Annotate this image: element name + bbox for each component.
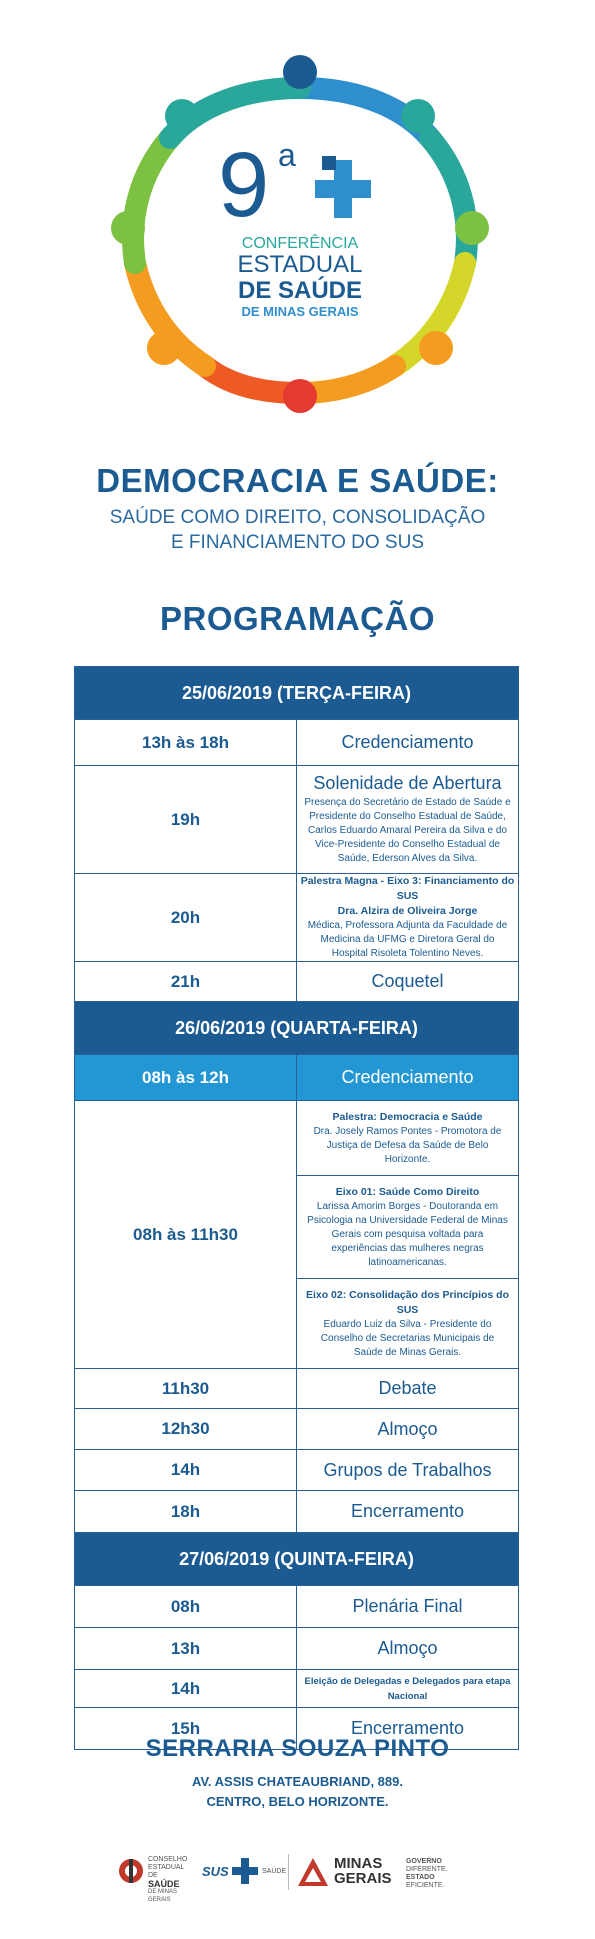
table-row xyxy=(75,1491,519,1533)
logo-line2: ESTADUAL xyxy=(237,251,363,278)
row-activity: Coquetel xyxy=(297,962,519,1002)
gov-line1: GOVERNO xyxy=(406,1858,442,1865)
footer-divider xyxy=(288,1854,289,1890)
table-row xyxy=(75,1628,519,1670)
table-row xyxy=(75,1101,519,1369)
ces-logo xyxy=(118,1856,190,1903)
row-time: 18h xyxy=(75,1491,297,1533)
logo-ordinal-suffix: a xyxy=(278,137,296,173)
gov-line3: ESTADO xyxy=(406,1874,435,1881)
minas-gerais-logo xyxy=(298,1856,478,1890)
row-activity: Credenciamento xyxy=(297,720,519,766)
row-time: 20h xyxy=(75,874,297,962)
mg-triangle-icon xyxy=(298,1858,328,1886)
session-detail: Dra. Josely Ramos Pontes - Promotora de Justiça de Defesa da Saúde de Belo Horizonte. xyxy=(313,1126,502,1165)
session-title: Eixo 02: Consolidação dos Princípios do SUS xyxy=(305,1289,510,1316)
row-activity: Encerramento xyxy=(297,1491,519,1533)
activity-detail: Presença do Secretário de Estado de Saúde e Presidente do Conselho Estadual de Saúde, Carlos Eduardo Amaral Pereira da Silva e do Vice-Presidente do Conselho Estadual de Saúde, Ederson Alves da Silva. xyxy=(304,797,511,864)
activity-title: Palestra Magna - Eixo 3: Financiamento do SUS xyxy=(300,875,515,902)
session-title: Eixo 01: Saúde Como Direito xyxy=(335,1186,480,1198)
venue-address xyxy=(0,1772,595,1812)
row-time: 19h xyxy=(75,766,297,874)
conference-logo xyxy=(100,48,500,418)
row-time: 14h xyxy=(75,1450,297,1491)
footer-logos xyxy=(118,1850,478,1903)
ces-line2: ESTADUAL DE xyxy=(148,1864,185,1879)
row-activity: Encerramento xyxy=(297,1708,519,1750)
mg-line1: MINAS xyxy=(334,1855,383,1872)
session-item xyxy=(297,1101,518,1176)
gov-line2: DIFERENTE. xyxy=(406,1866,448,1873)
ces-line1: CONSELHO xyxy=(148,1856,188,1863)
plus-icon xyxy=(315,156,371,218)
table-row xyxy=(75,1369,519,1409)
row-activity: Debate xyxy=(297,1369,519,1409)
table-row xyxy=(75,874,519,962)
theme-subtitle-line2: E FINANCIAMENTO DO SUS xyxy=(170,532,424,553)
theme-subtitle-line1: SAÚDE COMO DIREITO, CONSOLIDAÇÃO xyxy=(109,507,486,528)
section-title: PROGRAMAÇÃO xyxy=(160,600,435,637)
day-header xyxy=(75,1533,519,1586)
logo-line4: DE MINAS GERAIS xyxy=(241,304,359,319)
row-time: 13h às 18h xyxy=(75,720,297,766)
sus-logo xyxy=(202,1858,287,1888)
sus-cross-icon xyxy=(232,1858,258,1884)
day-header-label: 25/06/2019 (TERÇA-FEIRA) xyxy=(75,667,519,720)
session-item xyxy=(297,1176,518,1279)
row-activity-block xyxy=(297,1101,519,1369)
table-row xyxy=(75,1450,519,1491)
row-time: 15h xyxy=(75,1708,297,1750)
day-header xyxy=(75,1002,519,1055)
logo-ordinal: 9 xyxy=(218,134,270,236)
row-time: 08h às 11h30 xyxy=(75,1101,297,1369)
table-row-highlight xyxy=(75,1055,519,1101)
table-row xyxy=(75,1670,519,1708)
venue-address-line2: CENTRO, BELO HORIZONTE. xyxy=(206,1794,389,1809)
row-activity: Credenciamento xyxy=(297,1055,519,1101)
gov-line4: EFICIENTE. xyxy=(406,1882,445,1889)
day-header-label: 27/06/2019 (QUINTA-FEIRA) xyxy=(75,1533,519,1586)
logo-line3: DE SAÚDE xyxy=(237,277,363,304)
table-row xyxy=(75,766,519,874)
activity-speaker: Dra. Alzira de Oliveira Jorge xyxy=(337,905,478,917)
row-time: 08h xyxy=(75,1586,297,1628)
day-header-label: 26/06/2019 (QUARTA-FEIRA) xyxy=(75,1002,519,1055)
venue-address-line1: AV. ASSIS CHATEAUBRIAND, 889. xyxy=(192,1774,403,1789)
row-activity-detail xyxy=(297,874,519,962)
table-row xyxy=(75,1409,519,1450)
theme-title: DEMOCRACIA E SAÚDE: xyxy=(96,462,499,499)
row-time: 08h às 12h xyxy=(75,1055,297,1101)
activity-title: Solenidade de Abertura xyxy=(313,773,502,793)
row-time: 12h30 xyxy=(75,1409,297,1450)
row-activity: Eleição de Delegadas e Delegados para etapa Nacional xyxy=(297,1670,519,1708)
row-time: 21h xyxy=(75,962,297,1002)
venue-name: SERRARIA SOUZA PINTO xyxy=(145,1735,450,1762)
ces-line3: SAÚDE xyxy=(148,1879,180,1889)
people-circle-graphic xyxy=(111,55,489,413)
row-activity-detail xyxy=(297,766,519,874)
session-item xyxy=(297,1279,518,1368)
row-activity: Grupos de Trabalhos xyxy=(297,1450,519,1491)
ces-logo-icon xyxy=(118,1856,144,1886)
mg-line2: GERAIS xyxy=(334,1870,392,1887)
schedule-table xyxy=(74,666,519,1750)
row-activity: Almoço xyxy=(297,1409,519,1450)
row-activity: Almoço xyxy=(297,1628,519,1670)
row-time: 14h xyxy=(75,1670,297,1708)
row-activity: Plenária Final xyxy=(297,1586,519,1628)
session-title: Palestra: Democracia e Saúde xyxy=(332,1111,483,1123)
session-detail: Eduardo Luiz da Silva - Presidente do Conselho de Secretarias Municipais de Saúde de Minas Gerais. xyxy=(320,1319,495,1358)
theme-subtitle xyxy=(0,505,595,555)
day-header xyxy=(75,667,519,720)
session-detail: Larissa Amorim Borges - Doutoranda em Psicologia na Universidade Federal de Minas Gerais com pesquisa voltada para experiências das mulheres negras latinoamericanas. xyxy=(307,1201,508,1268)
table-row xyxy=(75,1586,519,1628)
ces-line4: DE MINAS GERAIS xyxy=(148,1889,178,1903)
row-time: 13h xyxy=(75,1628,297,1670)
table-row xyxy=(75,962,519,1002)
table-row xyxy=(75,720,519,766)
row-time: 11h30 xyxy=(75,1369,297,1409)
sus-text: SUS xyxy=(202,1864,229,1879)
logo-line1: CONFERÊNCIA xyxy=(241,235,359,252)
activity-detail: Médica, Professora Adjunta da Faculdade de Medicina da UFMG e Diretora Geral do Hospital Risoleta Tolentino Neves. xyxy=(307,920,508,959)
saude-text: SAÚDE xyxy=(262,1868,287,1875)
